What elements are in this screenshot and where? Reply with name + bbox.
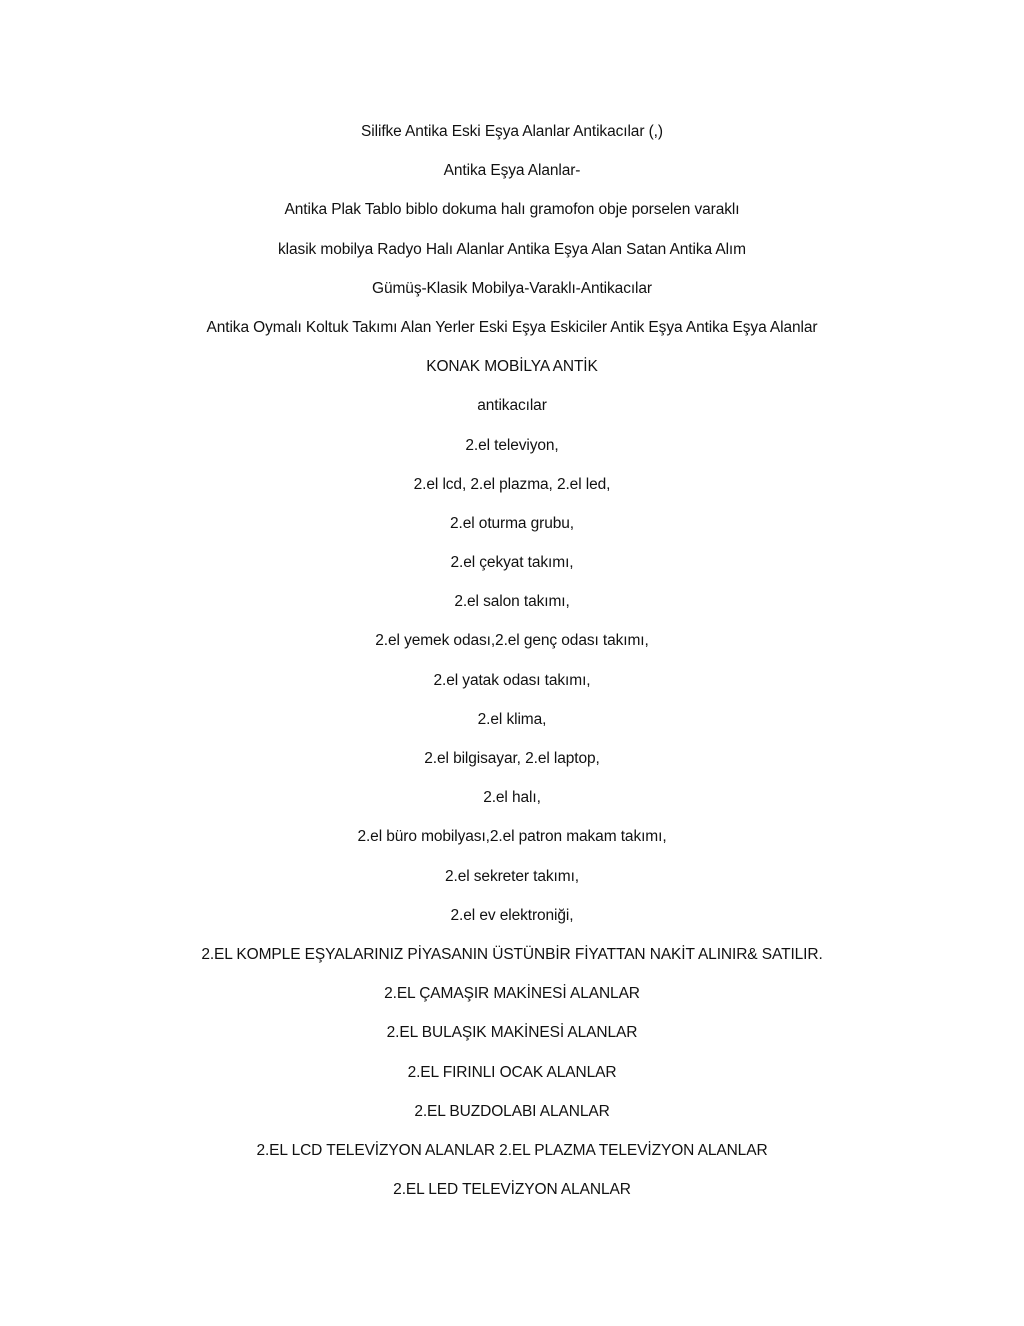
document-line: 2.EL LED TELEVİZYON ALANLAR xyxy=(393,1181,631,1199)
document-line: 2.el çekyat takımı, xyxy=(450,554,574,572)
document-line: 2.el bilgisayar, 2.el laptop, xyxy=(424,750,600,767)
document-line: 2.el televiyon, xyxy=(465,436,559,454)
document-line: 2.el lcd, 2.el plazma, 2.el led, xyxy=(413,475,611,493)
document-line: Antika Eşya Alanlar- xyxy=(443,162,581,180)
document-line: KONAK MOBİLYA ANTİK xyxy=(426,358,598,376)
document-line: Silifke Antika Eski Eşya Alanlar Antikacılar (,) xyxy=(361,123,663,140)
document-line: 2.el oturma grubu, xyxy=(450,514,574,532)
document-line: 2.el yemek odası,2.el genç odası takımı, xyxy=(375,632,649,650)
document-line: 2.EL BULAŞIK MAKİNESİ ALANLAR xyxy=(386,1024,638,1042)
document-line: 2.el büro mobilyası,2.el patron makam takımı, xyxy=(357,828,667,846)
document-line: Antika Oymalı Koltuk Takımı Alan Yerler Eski Eşya Eskiciler Antik Eşya Antika Eşya Alanlar xyxy=(206,318,818,336)
document-line: 2.EL ÇAMAŞIR MAKİNESİ ALANLAR xyxy=(384,985,640,1003)
document-line: 2.el sekreter takımı, xyxy=(444,867,579,885)
document-line: 2.EL KOMPLE EŞYALARINIZ PİYASANIN ÜSTÜNBİR FİYATTAN NAKİT ALINIR& SATILIR. xyxy=(201,945,823,963)
document-line: 2.EL FIRINLI OCAK ALANLAR xyxy=(407,1063,617,1081)
document-line: 2.el yatak odası takımı, xyxy=(433,671,591,689)
document-line: Gümüş-Klasik Mobilya-Varaklı-Antikacılar xyxy=(372,279,652,297)
document-line: antikacılar xyxy=(477,397,547,415)
document-line: 2.el salon takımı, xyxy=(454,593,570,611)
document-line: 2.el halı, xyxy=(483,789,541,807)
document-line: Antika Plak Tablo biblo dokuma halı gramofon obje porselen varaklı xyxy=(284,201,740,219)
document-body xyxy=(0,119,1024,1216)
document-line: 2.el klima, xyxy=(477,710,547,728)
document-line: klasik mobilya Radyo Halı Alanlar Antika Eşya Alan Satan Antika Alım xyxy=(278,240,746,258)
document-line: 2.EL LCD TELEVİZYON ALANLAR 2.EL PLAZMA TELEVİZYON ALANLAR xyxy=(256,1141,768,1159)
document-line: 2.el ev elektroniği, xyxy=(450,906,574,924)
document-line: 2.EL BUZDOLABI ALANLAR xyxy=(414,1102,610,1120)
